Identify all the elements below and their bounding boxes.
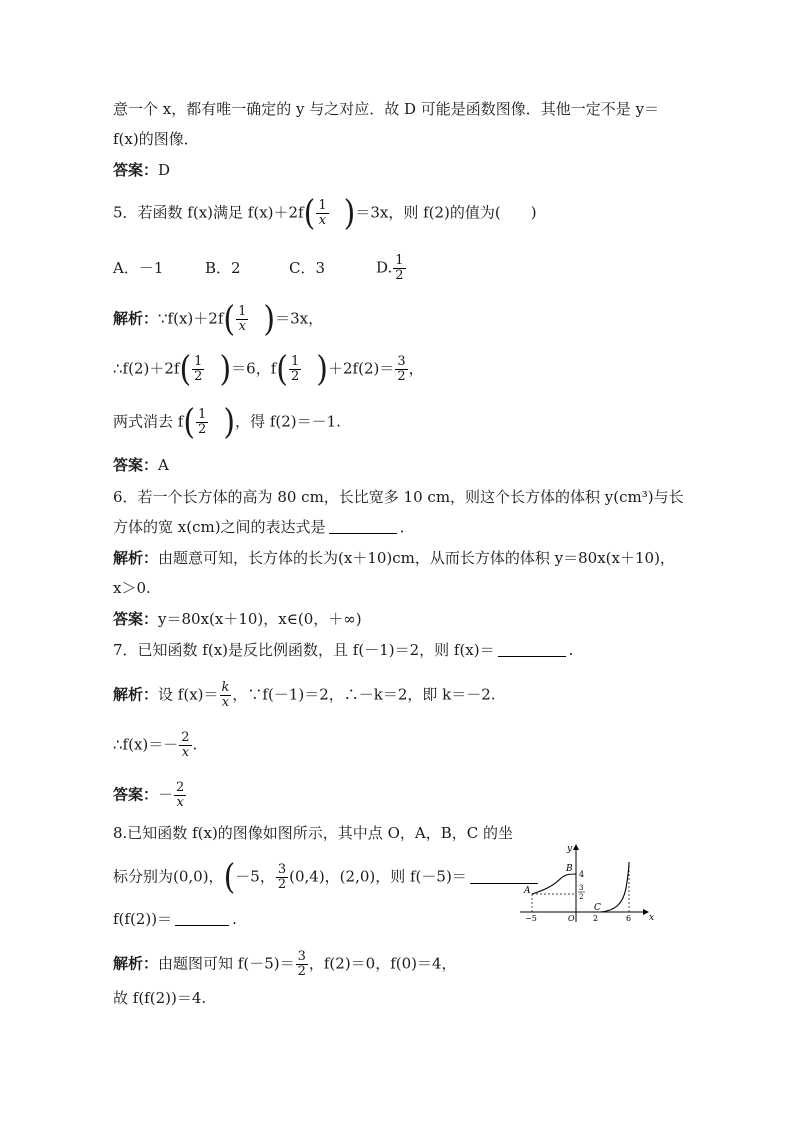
answer-blank bbox=[175, 911, 229, 926]
q7-stem-text: 7．已知函数 f(x)是反比例函数，且 f(－1)＝2，则 f(x)＝ bbox=[113, 641, 495, 659]
answer-blank bbox=[498, 642, 566, 657]
fraction-half bbox=[192, 355, 204, 384]
option-b: B．2 bbox=[205, 258, 241, 277]
q4-answer bbox=[113, 160, 170, 180]
fraction-1-over-x bbox=[316, 199, 328, 228]
analysis-label: 解析： bbox=[113, 954, 159, 973]
intro-line-2: f(x)的图像． bbox=[113, 130, 199, 148]
q6-analysis-1 bbox=[113, 548, 675, 568]
intro-line-1: 意一个 x，都有唯一确定的 y 与之对应．故 D 可能是函数图像．其他一定不是 y＝ bbox=[113, 100, 660, 118]
frac-num bbox=[220, 681, 232, 696]
frac-num: 1 bbox=[395, 253, 404, 268]
tick-2: 2 bbox=[593, 914, 599, 923]
analysis-text: ∵f(x)＋2f bbox=[158, 309, 224, 328]
analysis-text: 两式消去 f bbox=[113, 412, 184, 431]
x-axis-label: x bbox=[649, 913, 655, 923]
fraction-1-over-x bbox=[236, 305, 248, 334]
frac-den bbox=[179, 746, 191, 760]
analysis-text: 由题意可知，长方体的长为(x＋10)cm，从而长方体的体积 y＝80x(x＋10)， bbox=[158, 549, 675, 567]
analysis-text: . bbox=[192, 735, 198, 754]
fraction-3-over-2 bbox=[296, 950, 308, 979]
frac-num: 1 bbox=[194, 354, 203, 369]
frac-den: 2 bbox=[291, 369, 300, 384]
q5-stem-text-b: ＝3x，则 f(2)的值为( ) bbox=[355, 203, 537, 222]
paren-right: ) bbox=[219, 348, 232, 390]
frac-num: 3 bbox=[397, 354, 406, 369]
answer-label: 答案： bbox=[113, 161, 159, 179]
paren-left: ( bbox=[303, 192, 316, 234]
frac-den: 2 bbox=[397, 369, 406, 384]
q6-stem-2 bbox=[113, 517, 415, 537]
analysis-label: 解析： bbox=[113, 685, 159, 704]
answer-blank bbox=[329, 519, 397, 534]
q8-stem-text: (0,4)，(2,0)，则 f(－5)＝ bbox=[289, 867, 467, 886]
q6-analysis-2: x＞0. bbox=[113, 579, 151, 597]
frac-num: 1 bbox=[291, 354, 300, 369]
q7-stem-end: . bbox=[568, 641, 574, 659]
answer-label: 答案： bbox=[113, 610, 159, 628]
paren-right: ) bbox=[343, 192, 356, 234]
q7-analysis-1 bbox=[113, 681, 496, 710]
analysis-label: 解析： bbox=[113, 309, 159, 328]
point-a-label: A bbox=[524, 886, 531, 896]
analysis-text: 设 f(x)＝ bbox=[158, 685, 219, 704]
origin-label: O bbox=[568, 914, 575, 923]
fraction-3-over-2 bbox=[276, 863, 288, 892]
frac-den bbox=[236, 320, 248, 334]
tick-neg5: −5 bbox=[525, 914, 537, 923]
frac-den-var: x bbox=[181, 745, 190, 760]
q5-options bbox=[113, 254, 407, 283]
frac-num: 2 bbox=[181, 730, 190, 745]
option-a: A．－1 bbox=[113, 258, 164, 277]
tick-3-half-num: 3 bbox=[579, 884, 584, 892]
fraction-2-over-x bbox=[174, 781, 186, 810]
frac-den: 2 bbox=[297, 964, 306, 979]
paren-left: ( bbox=[276, 348, 288, 390]
fraction-half bbox=[289, 355, 301, 384]
point-c-label: C bbox=[594, 903, 601, 913]
frac-den bbox=[174, 796, 186, 810]
answer-value: y＝80x(x＋10)，x∈(0，＋∞) bbox=[158, 610, 362, 628]
frac-num: 1 bbox=[238, 304, 247, 319]
q6-stem-end: ． bbox=[399, 518, 415, 536]
fraction-half bbox=[393, 254, 405, 283]
fraction-half bbox=[196, 408, 208, 437]
fraction-k-over-x bbox=[220, 681, 232, 710]
analysis-text: ， bbox=[408, 359, 424, 378]
q8-analysis-1 bbox=[113, 950, 457, 979]
analysis-text: 由题图可知 f(－5)＝ bbox=[158, 954, 295, 973]
q8-stem-text: f(f(2))＝ bbox=[113, 910, 173, 928]
frac-den-var: x bbox=[238, 319, 246, 334]
answer-value: A bbox=[158, 456, 169, 474]
tick-4: 4 bbox=[579, 870, 585, 879]
frac-den bbox=[316, 214, 328, 228]
frac-den-var: x bbox=[221, 695, 230, 710]
paren-right: ) bbox=[223, 401, 236, 443]
q5-answer bbox=[113, 455, 169, 475]
q5-stem bbox=[113, 192, 537, 234]
q5-analysis-1 bbox=[113, 298, 324, 340]
paren-left: ( bbox=[179, 348, 192, 390]
frac-num: 2 bbox=[176, 780, 185, 795]
fraction-3-over-2 bbox=[395, 355, 407, 384]
frac-num: 3 bbox=[297, 949, 306, 964]
answer-value: D bbox=[158, 161, 171, 179]
curve-a-to-b bbox=[532, 874, 576, 894]
q7-analysis-2 bbox=[113, 731, 197, 760]
function-graph bbox=[515, 840, 660, 925]
analysis-text: ∴f(x)＝－ bbox=[113, 735, 179, 754]
point-b-label: B bbox=[566, 864, 573, 874]
q8-stem-3 bbox=[113, 909, 237, 929]
q8-analysis-2: 故 f(f(2))＝4. bbox=[113, 989, 207, 1007]
option-c: C．3 bbox=[289, 258, 326, 277]
q6-answer bbox=[113, 609, 362, 629]
frac-den-var: x bbox=[318, 213, 327, 228]
frac-num: 3 bbox=[277, 862, 287, 877]
q6-stem-1: 6．若一个长方体的高为 80 cm，长比宽多 10 cm，则这个长方体的体积 y(cm³)与长 bbox=[113, 488, 684, 506]
frac-den: 2 bbox=[194, 369, 203, 384]
q6-stem-text: 方体的宽 x(cm)之间的表达式是 bbox=[113, 518, 326, 536]
q5-analysis-3 bbox=[113, 401, 341, 443]
q7-answer bbox=[113, 781, 187, 810]
analysis-text: ＝6，f bbox=[231, 359, 277, 378]
q8-stem-text: －5， bbox=[235, 867, 275, 886]
analysis-text: ＋2f(2)＝ bbox=[328, 359, 395, 378]
answer-label: 答案： bbox=[113, 785, 159, 804]
analysis-label: 解析： bbox=[113, 549, 159, 567]
frac-num: 1 bbox=[318, 198, 327, 213]
option-d bbox=[376, 254, 407, 283]
answer-label: 答案： bbox=[113, 456, 159, 474]
frac-num-var: k bbox=[221, 680, 230, 695]
tick-3-half-den: 2 bbox=[579, 893, 584, 901]
analysis-text: ＝3x， bbox=[275, 309, 324, 328]
frac-den: 2 bbox=[277, 877, 287, 892]
fraction-2-over-x bbox=[179, 731, 191, 760]
frac-den: 2 bbox=[395, 268, 404, 283]
q5-stem-text-a: 5．若函数 f(x)满足 f(x)＋2f bbox=[113, 203, 304, 222]
q8-stem-text: 标分别为(0,0)， bbox=[113, 867, 224, 886]
paren-left: ( bbox=[223, 298, 236, 340]
analysis-text: ，得 f(2)＝－1. bbox=[235, 412, 341, 431]
tick-6: 6 bbox=[626, 914, 632, 923]
analysis-text: ∴f(2)＋2f bbox=[113, 359, 180, 378]
analysis-text: ，∵f(－1)＝2，∴－k＝2，即 k＝－2. bbox=[232, 685, 496, 704]
q8-stem-2 bbox=[113, 856, 541, 898]
option-d-label: D. bbox=[376, 258, 393, 277]
paren-left: ( bbox=[183, 401, 196, 443]
frac-num: 1 bbox=[198, 407, 207, 422]
frac-den bbox=[220, 696, 232, 710]
paren-left: ( bbox=[223, 856, 236, 898]
frac-den: 2 bbox=[198, 422, 207, 437]
answer-value: － bbox=[158, 785, 174, 804]
paren-right: ) bbox=[316, 348, 328, 390]
analysis-text: ，f(2)＝0，f(0)＝4， bbox=[308, 954, 457, 973]
q5-analysis-2 bbox=[113, 348, 424, 390]
paren-right: ) bbox=[263, 298, 276, 340]
q8-stem-1: 8.已知函数 f(x)的图像如图所示，其中点 O，A，B，C 的坐 bbox=[113, 824, 513, 842]
curve-c-to-6 bbox=[600, 862, 629, 912]
q8-stem-end: . bbox=[232, 910, 237, 928]
q7-stem bbox=[113, 640, 573, 660]
frac-den-var: x bbox=[176, 795, 184, 810]
y-axis-label: y bbox=[567, 844, 573, 854]
